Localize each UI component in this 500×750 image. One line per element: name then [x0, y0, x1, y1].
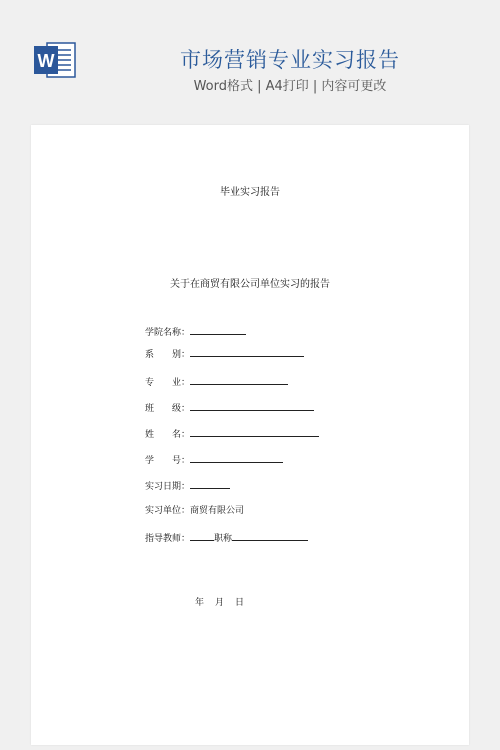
field-label: 系 别： — [145, 350, 191, 360]
field-internship-date — [145, 479, 230, 493]
field-label: 指导教师： — [145, 534, 191, 544]
field-name — [145, 427, 319, 441]
field-label: 学 号： — [145, 456, 191, 466]
field-college — [145, 325, 246, 339]
date-line: 年 月 日 — [195, 598, 246, 608]
field-label: 实习日期： — [145, 482, 191, 492]
document-heading: 毕业实习报告 — [220, 187, 280, 198]
blank-line — [190, 401, 314, 411]
report-title: 关于在商贸有限公司单位实习的报告 — [170, 279, 330, 290]
blank-line — [190, 531, 214, 541]
word-doc-icon — [33, 40, 77, 80]
blank-line — [190, 479, 230, 489]
field-label: 学院名称： — [145, 328, 191, 338]
field-value: 商贸有限公司 — [190, 506, 245, 516]
field-label: 专 业： — [145, 378, 191, 388]
header — [0, 0, 500, 125]
field-label: 实习单位： — [145, 506, 191, 516]
blank-line — [232, 531, 308, 541]
blank-line — [190, 347, 304, 357]
blank-line — [190, 325, 246, 335]
field-student-id — [145, 453, 283, 467]
logo-letter: W — [37, 51, 55, 71]
field-class — [145, 401, 314, 415]
field-department — [145, 347, 304, 361]
blank-line — [190, 375, 288, 385]
field-label: 姓 名： — [145, 430, 191, 440]
field-advisor — [145, 531, 308, 545]
field-internship-unit — [145, 505, 244, 517]
document-page — [31, 125, 469, 745]
field-label: 班 级： — [145, 404, 191, 414]
field-extra-label: 职称 — [214, 534, 233, 544]
page-title: 市场营销专业实习报告 — [180, 48, 400, 72]
blank-line — [190, 427, 319, 437]
page-subtitle: Word格式 | A4打印 | 内容可更改 — [193, 79, 387, 94]
field-major — [145, 375, 288, 389]
blank-line — [190, 453, 283, 463]
